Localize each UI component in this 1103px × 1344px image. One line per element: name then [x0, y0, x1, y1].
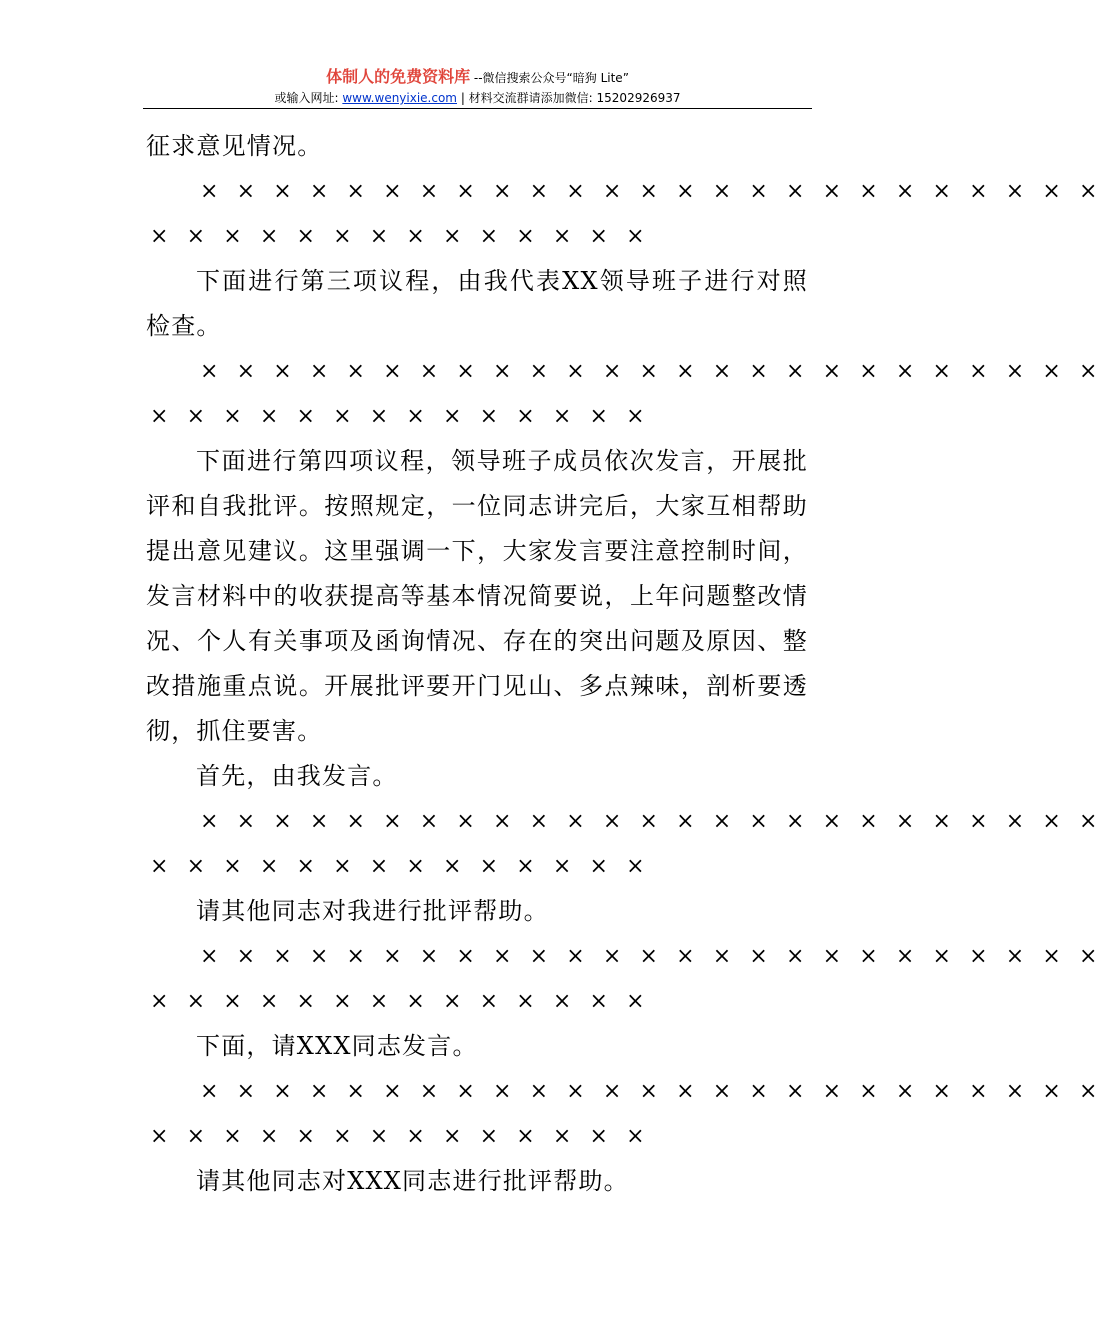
document-body: [146, 124, 1103, 1204]
redacted-line: × × × × × × × × × × × × × ×: [150, 404, 651, 429]
redacted-line: × × × × × × × × × × × × × ×: [150, 989, 651, 1014]
paragraph-7: 请其他同志对XXX同志进行批评帮助。: [196, 1167, 629, 1195]
redacted-line: × × × × × × × × × × × × × × × × × × × × × × × × ×: [200, 359, 1103, 384]
header-contact-suffix: | 材料交流群请添加微信: 15202926937: [457, 91, 681, 105]
redacted-line: × × × × × × × × × × × × × × × × × × × × × × × × ×: [200, 944, 1103, 969]
paragraph-1: 征求意见情况。: [146, 132, 323, 160]
paragraph-3: 下面进行第四项议程，领导班子成员依次发言，开展批评和自我批评。按照规定，一位同志讲完后，大家互相帮助提出意见建议。这里强调一下，大家发言要注意控制时间，发言材料中的收获提高等基本情况简要说，上年问题整改情况、个人有关事项及函询情况、存在的突出问题及原因、整改措施重点说。开展批评要开门见山、多点辣味，剖析要透彻，抓住要害。: [146, 447, 808, 745]
header-contact-line: [143, 89, 812, 107]
redacted-line: × × × × × × × × × × × × × × × × × × × × × × × × ×: [200, 809, 1103, 834]
header-divider: [143, 108, 812, 109]
paragraph-6: 下面，请XXX同志发言。: [196, 1032, 478, 1060]
paragraph-5: 请其他同志对我进行批评帮助。: [196, 897, 549, 925]
paragraph-4: 首先，由我发言。: [196, 762, 398, 790]
header-tagline: --微信搜索公众号“暗狗 Lite”: [470, 71, 629, 85]
header-url-prefix: 或输入网址:: [274, 91, 343, 105]
document-header: [143, 66, 812, 107]
redacted-line: × × × × × × × × × × × × × × × × × × × × × × × × ×: [200, 1079, 1103, 1104]
redacted-line: × × × × × × × × × × × × × × × × × × × × × × × × ×: [200, 179, 1103, 204]
header-title-line: [143, 66, 812, 89]
redacted-line: × × × × × × × × × × × × × ×: [150, 224, 651, 249]
header-url-link[interactable]: www.wenyixie.com: [342, 91, 457, 105]
redacted-line: × × × × × × × × × × × × × ×: [150, 854, 651, 879]
redacted-line: × × × × × × × × × × × × × ×: [150, 1124, 651, 1149]
header-brand: 体制人的免费资料库: [326, 67, 471, 86]
paragraph-2: 下面进行第三项议程，由我代表XX领导班子进行对照检查。: [146, 267, 808, 340]
